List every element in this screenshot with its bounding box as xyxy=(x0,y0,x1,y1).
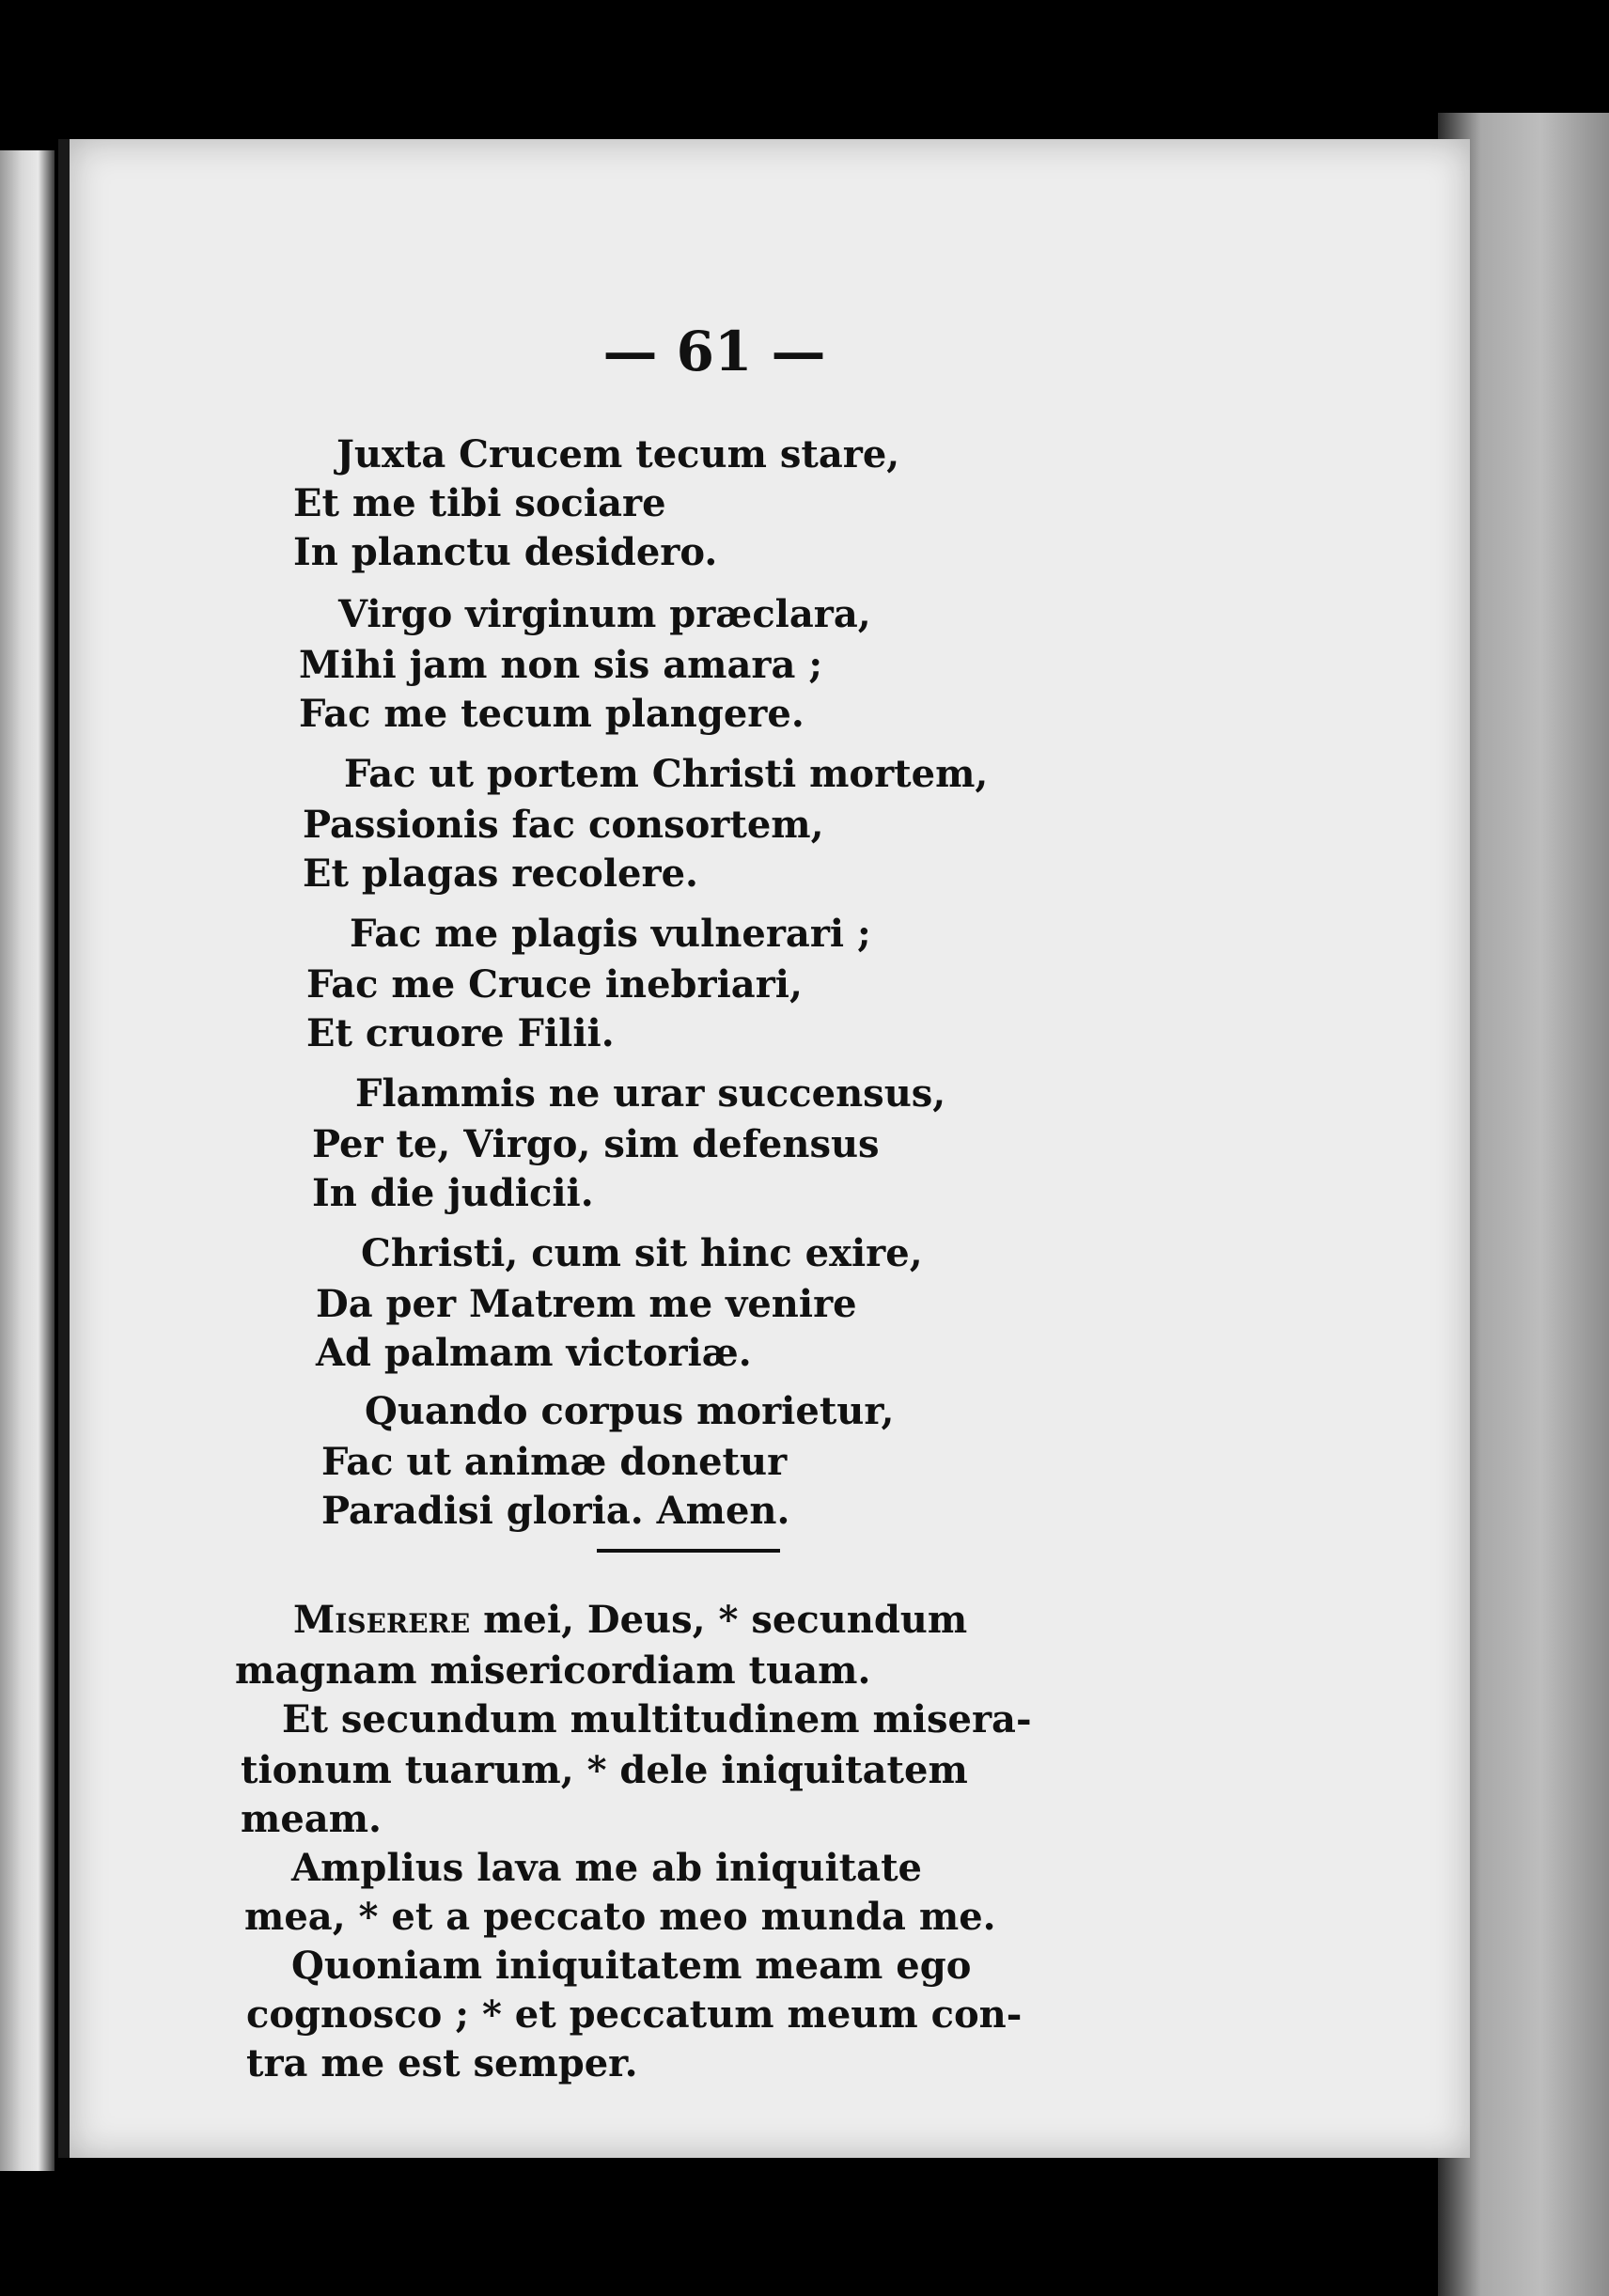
hymn-line: Paradisi gloria. Amen. xyxy=(321,1489,790,1533)
hymn-line: Christi, cum sit hinc exire, xyxy=(361,1231,923,1275)
section-divider xyxy=(597,1549,780,1553)
hymn-line: Fac ut animæ donetur xyxy=(321,1440,788,1484)
hymn-line: Da per Matrem me venire xyxy=(316,1282,857,1326)
psalm-line: cognosco ; * et peccatum meum con- xyxy=(246,1992,1023,2037)
hymn-line: Et plagas recolere. xyxy=(303,851,698,896)
hymn-line: Flammis ne urar succensus, xyxy=(355,1071,946,1116)
hymn-line: Passionis fac consortem, xyxy=(303,803,824,847)
psalm-line: Quoniam iniquitatem meam ego xyxy=(291,1944,972,1988)
hymn-line: Mihi jam non sis amara ; xyxy=(299,643,823,687)
psalm-line: meam. xyxy=(241,1797,382,1841)
left-page-edge xyxy=(0,150,55,2171)
hymn-line: In planctu desidero. xyxy=(293,530,718,574)
psalm-line: Et secundum multitudinem misera- xyxy=(282,1697,1032,1742)
psalm-line xyxy=(293,1598,967,1642)
hymn-line: Fac me Cruce inebriari, xyxy=(306,962,803,1007)
hymn-line: Et me tibi sociare xyxy=(293,481,666,525)
hymn-line: Fac me tecum plangere. xyxy=(299,692,804,736)
psalm-line: tionum tuarum, * dele iniquitatem xyxy=(241,1748,968,1792)
hymn-line: Et cruore Filii. xyxy=(306,1011,615,1055)
psalm-line: tra me est semper. xyxy=(246,2041,638,2085)
psalm-line-rest: mei, Deus, * secundum xyxy=(470,1598,968,1642)
hymn-line: Virgo virginum præclara, xyxy=(338,592,871,636)
psalm-line: Amplius lava me ab iniquitate xyxy=(291,1846,922,1890)
hymn-line: Fac ut portem Christi mortem, xyxy=(344,752,989,796)
psalm-incipit: Miserere xyxy=(293,1598,471,1642)
hymn-line: In die judicii. xyxy=(312,1171,594,1215)
hymn-line: Juxta Crucem tecum stare, xyxy=(336,432,900,476)
hymn-line: Fac me plagis vulnerari ; xyxy=(350,912,871,956)
psalm-line: mea, * et a peccato meo munda me. xyxy=(244,1895,996,1939)
page-number: — 61 — xyxy=(602,320,826,383)
psalm-line: magnam misericordiam tuam. xyxy=(235,1648,871,1693)
hymn-line: Per te, Virgo, sim defensus xyxy=(312,1122,880,1166)
hymn-line: Ad palmam victoriæ. xyxy=(316,1331,752,1375)
hymn-line: Quando corpus morietur, xyxy=(365,1389,895,1433)
